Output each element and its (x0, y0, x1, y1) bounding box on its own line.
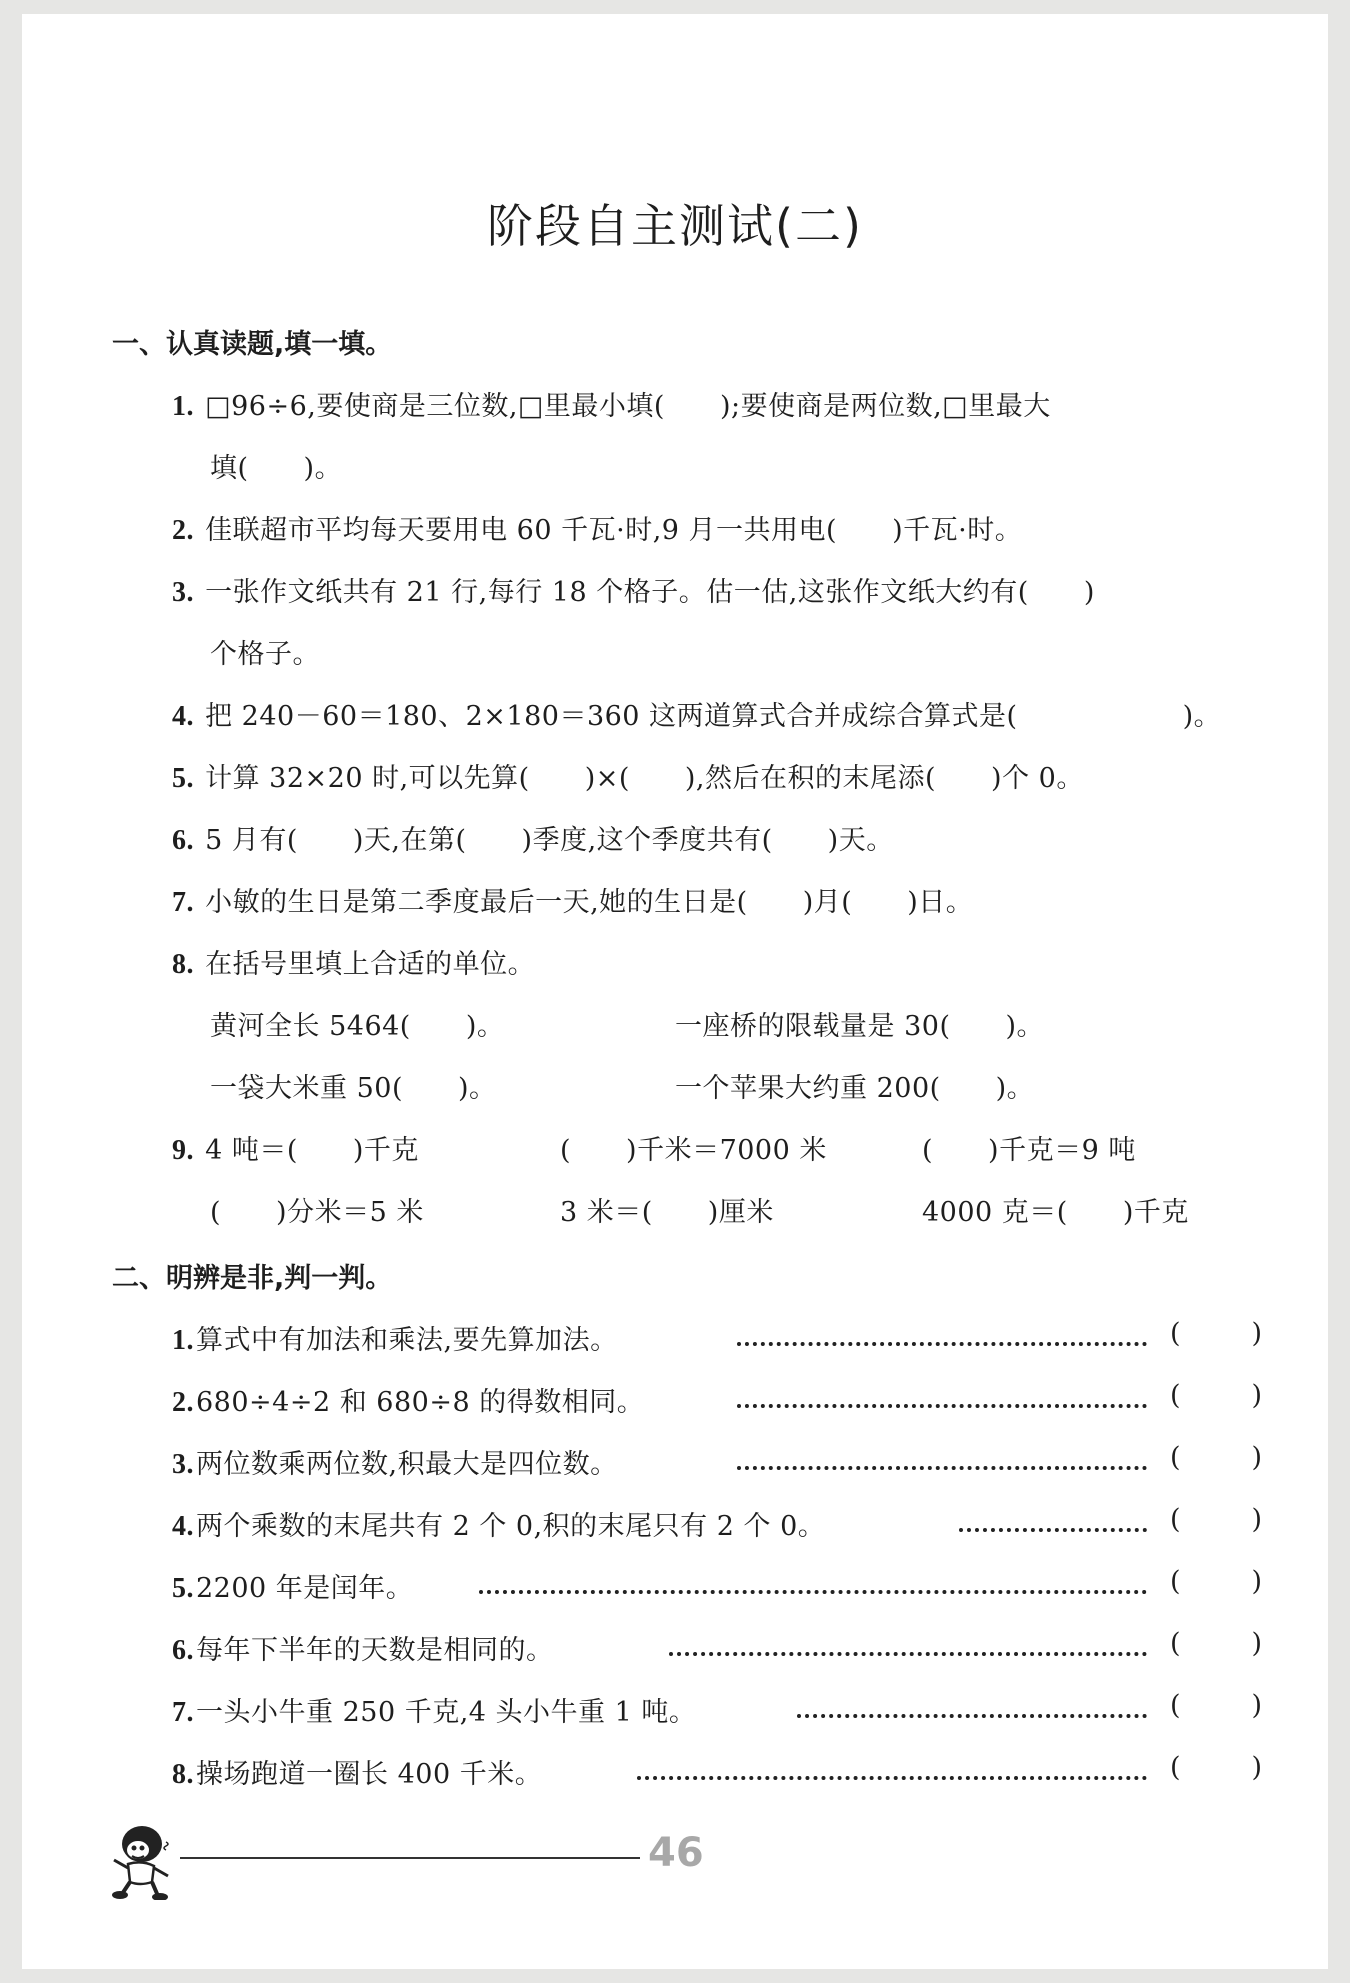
paren-open: ( (1170, 1442, 1181, 1473)
paren-close: ) (1251, 1752, 1262, 1783)
judge-statement (172, 1566, 413, 1605)
statement-text: 一头小牛重 250 千克,4 头小牛重 1 吨。 (196, 1697, 697, 1728)
question-number: 7. (172, 887, 194, 918)
question-number: 3. (172, 1449, 194, 1480)
cartoon-mascot-icon (108, 1820, 180, 1900)
statement-text: 操场跑道一圈长 400 千米。 (196, 1759, 543, 1790)
paren-open: ( (1170, 1752, 1181, 1783)
question-text: 计算 32×20 时,可以先算( )×( ),然后在积的末尾添( )个 0。 (205, 763, 1084, 794)
paren-close: ) (1251, 1690, 1262, 1721)
judge-item (172, 1690, 1262, 1730)
judge-statement (172, 1752, 542, 1791)
judge-item (172, 1380, 1262, 1420)
question-number: 4. (172, 701, 194, 732)
conversion-item: ( )千克＝9 吨 (922, 1135, 1136, 1166)
unit-item-rice: 一袋大米重 50( )。 (210, 1073, 497, 1104)
unit-item-bridge: 一座桥的限载量是 30( )。 (675, 1011, 1045, 1042)
judge-item (172, 1752, 1262, 1792)
statement-text: 两位数乘两位数,积最大是四位数。 (196, 1449, 618, 1480)
dot-leader (737, 1466, 1147, 1470)
judge-item (172, 1628, 1262, 1668)
question-1-4 (172, 694, 1221, 733)
question-number: 1. (172, 391, 194, 422)
statement-text: 两个乘数的末尾共有 2 个 0,积的末尾只有 2 个 0。 (196, 1511, 826, 1542)
question-number: 4. (172, 1511, 194, 1542)
judge-statement (172, 1504, 825, 1543)
conversion-item: 4000 克＝( )千克 (922, 1197, 1189, 1228)
statement-text: 每年下半年的天数是相同的。 (196, 1635, 554, 1666)
question-text: 5 月有( )天,在第( )季度,这个季度共有( )天。 (205, 825, 894, 856)
judge-statement (172, 1442, 618, 1481)
conversion-item: ( )分米＝5 米 (210, 1197, 424, 1228)
section-1-heading: 一、认真读题,填一填。 (112, 329, 393, 360)
page-title: 阶段自主测试(二) (487, 199, 863, 253)
judge-item (172, 1566, 1262, 1606)
conversion-item: ( )千米＝7000 米 (560, 1135, 827, 1166)
question-1-2 (172, 508, 1022, 547)
conversion-item: 4 吨＝( )千克 (205, 1135, 419, 1166)
dot-leader (959, 1528, 1147, 1532)
unit-item-yellow-river: 黄河全长 5464( )。 (210, 1011, 505, 1042)
statement-text: 2200 年是闰年。 (196, 1573, 414, 1604)
paren-close: ) (1251, 1442, 1262, 1473)
question-text: 把 240－60＝180、2×180＝360 这两道算式合并成综合算式是( )。 (205, 701, 1222, 732)
question-number: 2. (172, 515, 194, 546)
paren-open: ( (1170, 1566, 1181, 1597)
question-number: 5. (172, 1573, 194, 1604)
question-1-9 (172, 1128, 419, 1167)
question-number: 5. (172, 763, 194, 794)
dot-leader (737, 1342, 1147, 1346)
question-number: 3. (172, 577, 194, 608)
question-1-6 (172, 818, 894, 857)
dot-leader (669, 1652, 1147, 1656)
judge-item (172, 1318, 1262, 1358)
question-1-3-continued: 个格子。 (210, 639, 320, 670)
paren-close: ) (1251, 1628, 1262, 1659)
question-text: 在括号里填上合适的单位。 (205, 949, 536, 980)
paren-open: ( (1170, 1504, 1181, 1535)
question-number: 8. (172, 949, 194, 980)
question-1-7 (172, 880, 973, 919)
paren-close: ) (1251, 1504, 1262, 1535)
footer-rule (180, 1857, 640, 1859)
question-number: 6. (172, 825, 194, 856)
judge-statement (172, 1318, 618, 1357)
question-1-1-continued: 填( )。 (210, 453, 343, 484)
question-text: 小敏的生日是第二季度最后一天,她的生日是( )月( )日。 (205, 887, 974, 918)
judge-item (172, 1442, 1262, 1482)
question-1-8 (172, 942, 535, 981)
question-text: □96÷6,要使商是三位数,□里最小填( );要使商是两位数,□里最大 (205, 391, 1051, 422)
paren-close: ) (1251, 1566, 1262, 1597)
judge-statement (172, 1628, 554, 1667)
question-number: 8. (172, 1759, 194, 1790)
dot-leader (637, 1776, 1147, 1780)
question-number: 6. (172, 1635, 194, 1666)
paren-open: ( (1170, 1628, 1181, 1659)
question-1-3 (172, 570, 1095, 609)
page-number: 46 (648, 1830, 704, 1876)
dot-leader (797, 1714, 1147, 1718)
paren-open: ( (1170, 1690, 1181, 1721)
statement-text: 680÷4÷2 和 680÷8 的得数相同。 (196, 1387, 645, 1418)
conversion-item: 3 米＝( )厘米 (560, 1197, 774, 1228)
worksheet-page (22, 14, 1328, 1969)
unit-item-apple: 一个苹果大约重 200( )。 (675, 1073, 1035, 1104)
question-number: 9. (172, 1135, 194, 1166)
paren-close: ) (1251, 1380, 1262, 1411)
section-2-heading: 二、明辨是非,判一判。 (112, 1263, 393, 1294)
dot-leader (479, 1590, 1147, 1594)
judge-statement (172, 1380, 644, 1419)
question-1-1 (172, 384, 1051, 423)
question-number: 1. (172, 1325, 194, 1356)
statement-text: 算式中有加法和乘法,要先算加法。 (196, 1325, 618, 1356)
paren-open: ( (1170, 1380, 1181, 1411)
question-text: 佳联超市平均每天要用电 60 千瓦·时,9 月一共用电( )千瓦·时。 (205, 515, 1023, 546)
judge-statement (172, 1690, 696, 1729)
question-text: 一张作文纸共有 21 行,每行 18 个格子。估一估,这张作文纸大约有( ) (205, 577, 1095, 608)
paren-open: ( (1170, 1318, 1181, 1349)
question-number: 2. (172, 1387, 194, 1418)
question-number: 7. (172, 1697, 194, 1728)
paren-close: ) (1251, 1318, 1262, 1349)
dot-leader (737, 1404, 1147, 1408)
judge-item (172, 1504, 1262, 1544)
question-1-5 (172, 756, 1084, 795)
